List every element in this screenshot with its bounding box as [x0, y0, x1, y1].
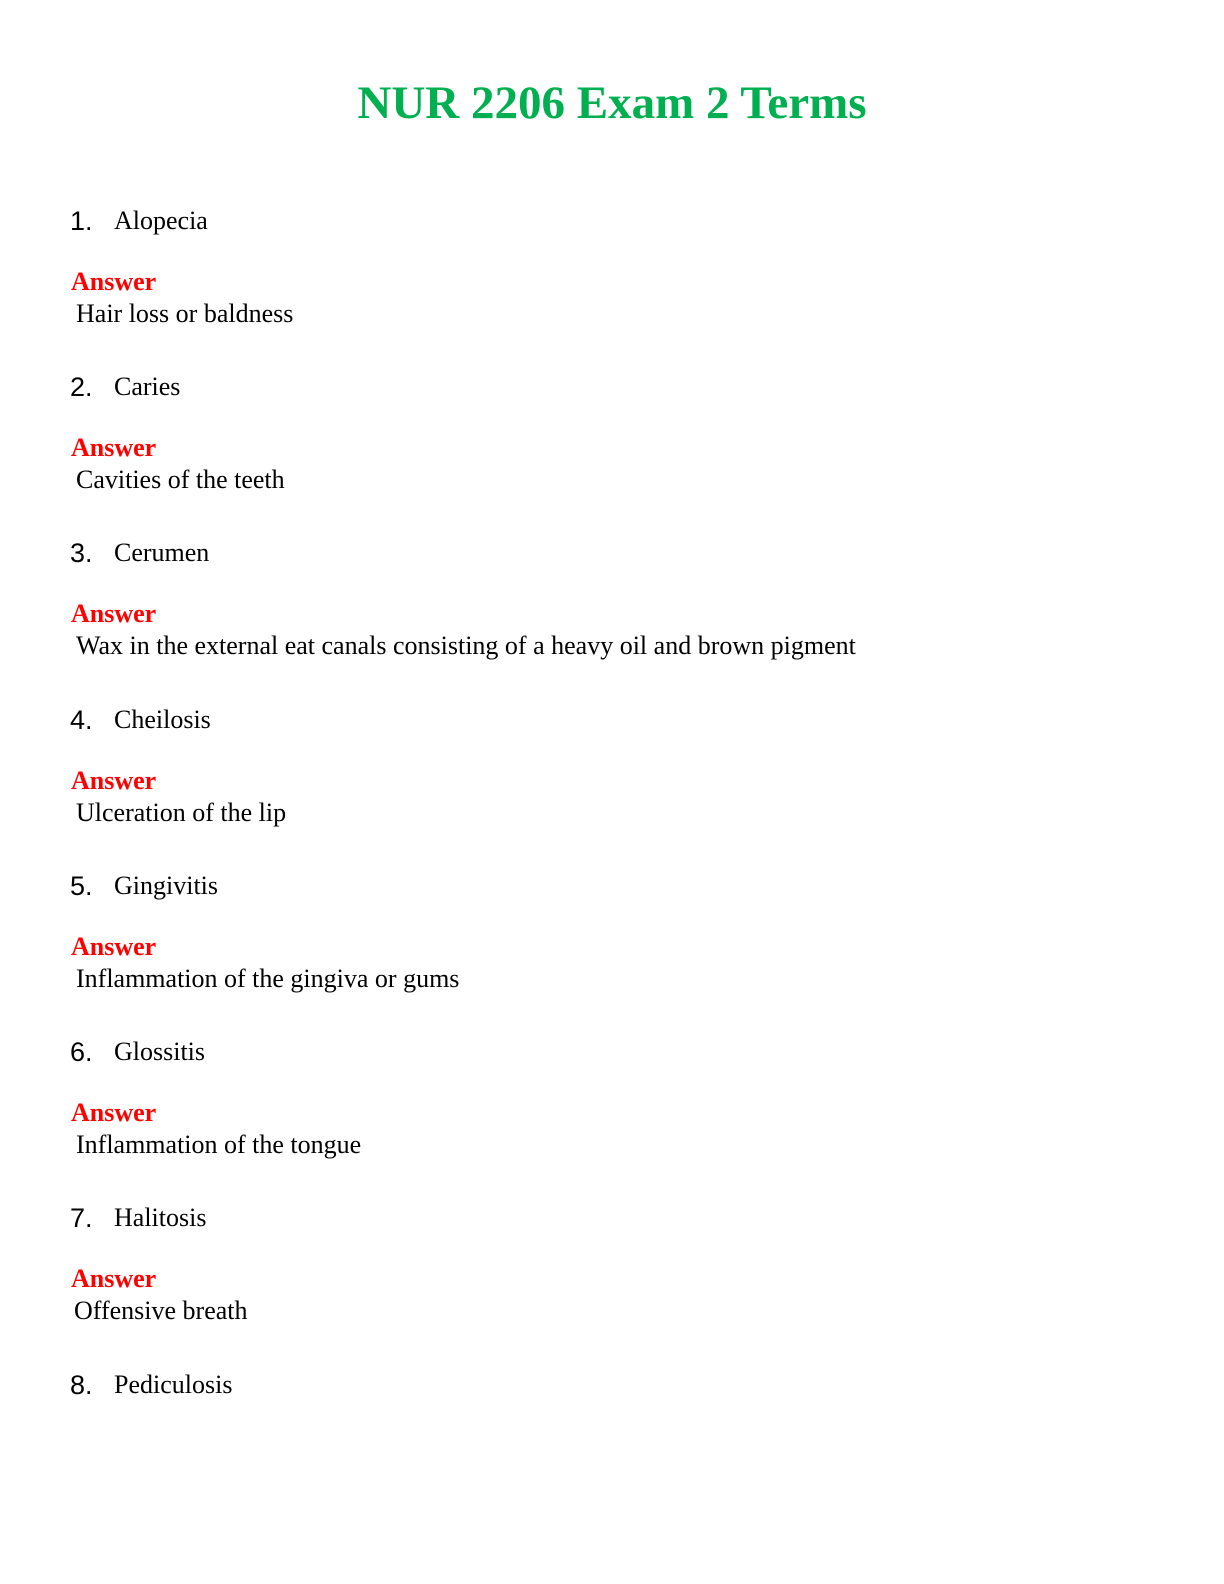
answer-text: Offensive breath: [74, 1296, 248, 1325]
term-text: Cheilosis: [114, 705, 211, 734]
term-row: [70, 1200, 206, 1236]
term-text: Halitosis: [114, 1203, 207, 1232]
term-number: 3.: [70, 538, 93, 568]
term-text: Gingivitis: [114, 871, 219, 900]
term-number: 2.: [70, 372, 93, 402]
answer-text: Inflammation of the gingiva or gums: [76, 964, 460, 993]
term-text: Caries: [114, 372, 181, 401]
term-text: Cerumen: [114, 538, 210, 567]
term-row: [70, 203, 208, 239]
term-number: 6.: [70, 1037, 93, 1067]
term-row: [70, 868, 218, 904]
answer-label: Answer: [71, 932, 157, 961]
answer-text: Wax in the external eat canals consisting of a heavy oil and brown pigment: [76, 631, 856, 660]
term-text: Pediculosis: [114, 1370, 233, 1399]
answer-text: Hair loss or baldness: [76, 299, 294, 328]
term-row: [70, 369, 180, 405]
answer-label: Answer: [71, 433, 157, 462]
answer-text: Cavities of the teeth: [76, 465, 285, 494]
term-number: 7.: [70, 1203, 93, 1233]
answer-label: Answer: [71, 1098, 157, 1127]
answer-label: Answer: [71, 599, 157, 628]
answer-label: Answer: [71, 267, 157, 296]
answer-text: Inflammation of the tongue: [76, 1130, 362, 1159]
page-title: NUR 2206 Exam 2 Terms: [357, 77, 867, 129]
term-row: [70, 1034, 205, 1070]
term-text: Glossitis: [114, 1037, 206, 1066]
term-row: [70, 1367, 232, 1403]
answer-label: Answer: [71, 766, 157, 795]
term-number: 8.: [70, 1370, 93, 1400]
term-number: 5.: [70, 871, 93, 901]
term-row: [70, 535, 209, 571]
term-row: [70, 702, 211, 738]
answer-label: Answer: [71, 1264, 157, 1293]
answer-text: Ulceration of the lip: [76, 798, 287, 827]
term-number: 4.: [70, 705, 93, 735]
term-number: 1.: [70, 206, 93, 236]
term-text: Alopecia: [114, 206, 208, 235]
